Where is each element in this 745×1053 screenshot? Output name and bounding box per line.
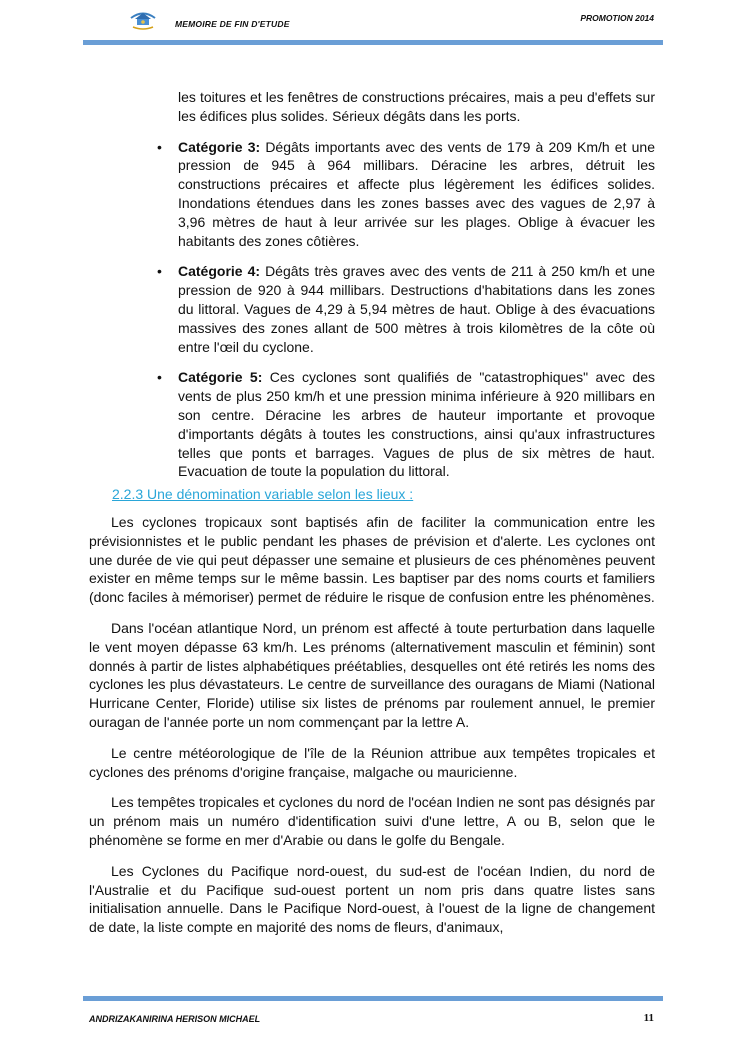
category-label: Catégorie 3:: [178, 138, 261, 155]
header-rule: [83, 40, 663, 45]
body-paragraph: Le centre météorologique de l'île de la Réunion attribue aux tempêtes tropicales et cyclones des prénoms d'origine française, malgache ou mauricienne.: [89, 744, 655, 780]
list-item-category-4: [157, 262, 655, 356]
category-label: Catégorie 4:: [178, 263, 261, 280]
section-heading: 2.2.3 Une dénomination variable selon les lieux :: [112, 486, 414, 502]
university-crest-icon: [128, 9, 158, 31]
category-text: Dégâts importants avec des vents de 179 à 209 Km/h et une pression de 945 à 964 millibars. Déracine les arbres, détruit les constructions précaires et affecte plus légèrement les édifices solides. Inondations étendues dans les zones basses avec des vagues de 2,97 à 3,96 mètres de haut à leur arrivée sur les plages. Oblige à évacuer les habitants des zones côtières.: [178, 138, 655, 249]
body-paragraph: Les Cyclones du Pacifique nord-ouest, du sud-est de l'océan Indien, du nord de l'Australie et du Pacifique sud-ouest portent un nom pris dans quatre listes sans initialisation annuelle. Dans le Pacifique Nord-ouest, à l'ouest de la ligne de changement de date, la liste compte en majorité des noms de fleurs, d'animaux,: [89, 862, 655, 936]
section-body: [89, 513, 655, 949]
body-paragraph: Les tempêtes tropicales et cyclones du nord de l'océan Indien ne sont pas désignés par un prénom mais un numéro d'identification suivi d'une lettre, A ou B, selon que le phénomène se forme en mer d'Arabie ou dans le golfe du Bengale.: [89, 794, 655, 848]
footer-author: ANDRIZAKANIRINA HERISON MICHAEL: [89, 1014, 261, 1024]
footer-rule: [83, 996, 663, 1001]
category-label: Catégorie 5:: [178, 369, 263, 386]
bullet-icon: •: [157, 369, 162, 386]
list-item-category-3: [157, 138, 655, 251]
body-paragraph: Dans l'océan atlantique Nord, un prénom est affecté à toute perturbation dans laquelle le vent moyen dépasse 63 km/h. Les prénoms (alternativement masculin et féminin) sont donnés à partir de listes alphabétiques préétablies, desquelles ont été retirés les noms des cyclones les plus dévastateurs. Le centre de surveillance des ouragans de Miami (National Hurricane Center, Floride) utilise six listes de prénoms par roulement annuel, le premier ouragan de l'année porte un nom commençant par la lettre A.: [89, 619, 655, 730]
header-promotion: PROMOTION 2014: [580, 13, 654, 23]
continuation-paragraph: les toitures et les fenêtres de constructions précaires, mais a peu d'effets sur les édifices plus solides. Sérieux dégâts dans les ports.: [178, 89, 655, 124]
body-paragraph: Les cyclones tropicaux sont baptisés afin de faciliter la communication entre les prévisionnistes et le public pendant les phases de prévision et d'alerte. Les cyclones ont une durée de vie qui peut dépasser une semaine et plusieurs de ces phénomènes peuvent exister en même temps sur le même bassin. Les baptiser par des noms courts et familiers (donc faciles à mémoriser) permet de réduire le risque de confusion entre les phénomènes.: [89, 514, 655, 606]
bullet-icon: •: [157, 263, 162, 280]
category-text: Ces cyclones sont qualifiés de "catastrophiques" avec des vents de plus 250 km/h et une pression minima inférieure à 920 millibars en son centre. Déracine les arbres de hauteur importante et provoque d'importants dégâts à toutes les constructions, ainsi qu'aux infrastructures telles que ponts et barrages. Vagues de plus de six mètres de haut. Evacuation de toute la population du littoral.: [178, 369, 655, 480]
list-item-category-5: [157, 368, 655, 481]
header-title: MEMOIRE DE FIN D'ETUDE: [175, 19, 290, 29]
category-list: [157, 88, 655, 493]
page-number: 11: [643, 1012, 654, 1024]
bullet-icon: •: [157, 138, 162, 155]
category-text: Dégâts très graves avec des vents de 211 à 250 km/h et une pression de 920 à 944 millibars. Destructions d'habitations dans les zones du littoral. Vagues de 4,29 à 5,94 mètres de haut. Oblige à des évacuations massives des zones allant de 500 mètres à trois kilomètres de la côte où entre l'œil du cyclone.: [178, 263, 655, 355]
